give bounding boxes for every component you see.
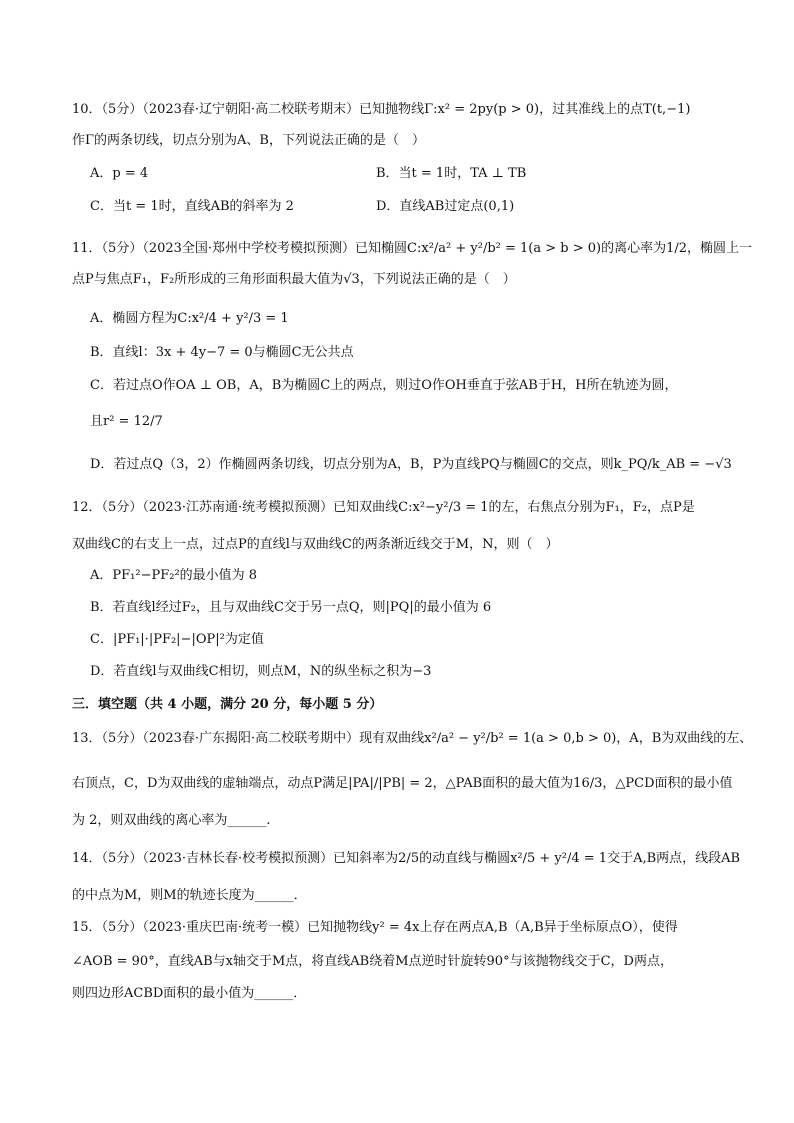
q11-stem-line-1: 11．（5分）（2023全国·郑州中学校考模拟预测）已知椭圆C:x²/a² + y²/b² = 1(a > b > 0)的离心率为1/2，椭圆上一 <box>72 241 753 256</box>
q15-line-2: ∠AOB = 90°，直线AB与x轴交于M点，将直线AB绕着M点逆时针旋转90°与该抛物线交于C，D两点， <box>72 954 673 969</box>
q10-option-d: D．直线AB过定点(0,1) <box>376 199 515 214</box>
q11-option-a: A．椭圆方程为C:x²/4 + y²/3 = 1 <box>90 311 289 326</box>
q12-option-d: D．若直线l与双曲线C相切，则点M，N的纵坐标之积为−3 <box>90 664 432 679</box>
q10-option-c: C．当t = 1时，直线AB的斜率为 2 <box>90 199 294 214</box>
q10-option-a: A．p = 4 <box>90 166 149 181</box>
q10-stem-line-2: 作Γ的两条切线，切点分别为A、B，下列说法正确的是（ ） <box>72 133 425 148</box>
q15-line-3: 则四边形ACBD面积的最小值为______． <box>72 986 307 1001</box>
q12-option-a: A．PF₁²−PF₂²的最小值为 8 <box>90 568 258 583</box>
q12-stem-line-1: 12．（5分）（2023·江苏南通·统考模拟预测）已知双曲线C:x²−y²/3 = 1的左，右焦点分别为F₁，F₂，点P是 <box>72 500 695 515</box>
section-heading: 三．填空题（共 4 小题，满分 20 分，每小题 5 分） <box>72 697 383 712</box>
q14-line-1: 14．（5分）（2023·吉林长春·校考模拟预测）已知斜率为2/5的动直线与椭圆x²/5 + y²/4 = 1交于A,B两点，线段AB <box>72 851 741 866</box>
q10-option-b: B．当t = 1时，TA ⊥ TB <box>376 166 527 181</box>
q15-line-1: 15．（5分）（2023·重庆巴南·统考一模）已知抛物线y² = 4x上存在两点A,B（A,B异于坐标原点O），使得 <box>72 920 678 935</box>
q13-line-3: 为 2，则双曲线的离心率为______. <box>72 813 271 828</box>
q11-option-d: D．若过点Q（3，2）作椭圆两条切线，切点分别为A，B，P为直线PQ与椭圆C的交点，则k_PQ/k_AB = −√3 <box>90 457 732 472</box>
q11-stem-line-2: 点P与焦点F₁，F₂所形成的三角形面积最大值为√3，下列说法正确的是（ ） <box>72 272 516 287</box>
q14-line-2: 的中点为M，则M的轨迹长度为______． <box>72 888 307 903</box>
q11-option-b: B．直线l：3x + 4y−7 = 0与椭圆C无公共点 <box>90 345 354 360</box>
q11-option-c-cont: 且r² = 12/7 <box>90 414 163 429</box>
q13-line-1: 13．（5分）（2023春·广东揭阳·高二校联考期中）现有双曲线x²/a² − y²/b² = 1(a > 0,b > 0)，A，B为双曲线的左、 <box>72 731 753 746</box>
q12-stem-line-2: 双曲线C的右支上一点，过点P的直线l与双曲线C的两条渐近线交于M，N，则（ ） <box>72 537 559 552</box>
q12-option-c: C．|PF₁|·|PF₂|−|OP|²为定值 <box>90 632 264 647</box>
q10-stem-line-1: 10．（5分）（2023春·辽宁朝阳·高二校联考期末）已知抛物线Γ:x² = 2py(p > 0)，过其准线上的点T(t,−1) <box>72 102 691 117</box>
q13-line-2: 右顶点，C，D为双曲线的虚轴端点，动点P满足|PA|/|PB| = 2，△PAB面积的最大值为16/3，△PCD面积的最小值 <box>72 776 733 791</box>
q11-option-c: C．若过点O作OA ⊥ OB，A，B为椭圆C上的两点，则过O作OH垂直于弦AB于H，H所在轨迹为圆， <box>90 378 678 393</box>
q12-option-b: B．若直线l经过F₂，且与双曲线C交于另一点Q，则|PQ|的最小值为 6 <box>90 600 492 615</box>
